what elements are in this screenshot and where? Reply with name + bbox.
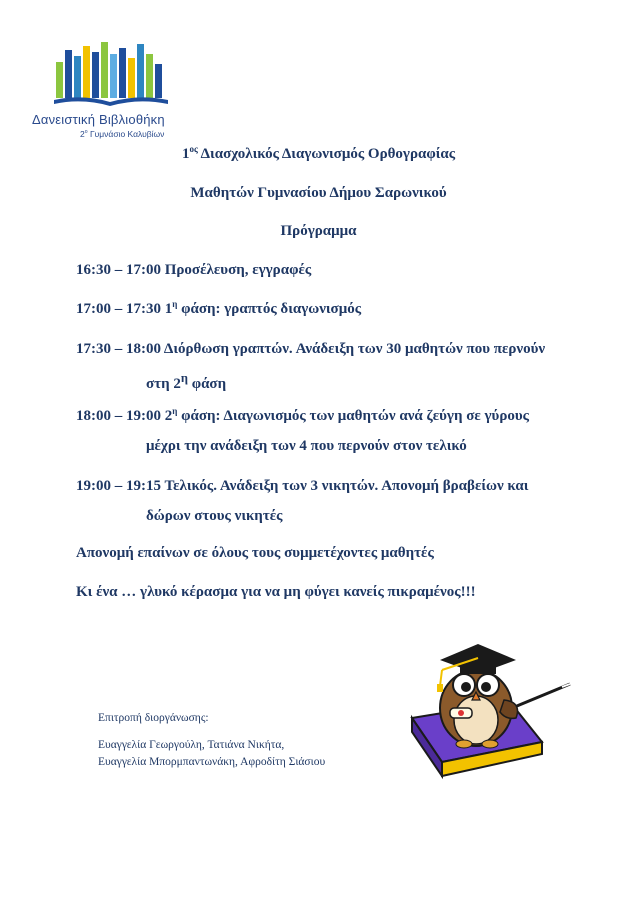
schedule-item-correction-cont: στη $2^\eta$ φάση (146, 371, 227, 392)
schedule-item-pairs-phase: 18:00 – 19:00 $2^\eta$ φάση: Διαγωνισμός των μαθητών ανά ζεύγη σε γύρους (76, 406, 529, 424)
awards-line: Απονομή επαίνων σε όλους τους συμμετέχοντες μαθητές (76, 545, 434, 561)
books-logo-icon (52, 40, 170, 106)
program-heading: Πρόγραμμα (280, 223, 357, 239)
schedule-item-pairs-phase-cont: μέχρι την ανάδειξη των 4 που περνούν στον τελικό (146, 438, 467, 454)
committee-members-line1: Ευαγγελία Γεωργούλη, Τατιάνα Νικήτα, (98, 739, 285, 751)
owl-graduate-on-book-icon (400, 630, 575, 790)
schedule-item-final-cont: δώρων στους νικητές (146, 508, 283, 524)
committee-label: Επιτροπή διοργάνωσης: (98, 712, 209, 724)
library-logo (30, 38, 190, 138)
treat-line: Κι ένα … γλυκό κέρασμα για να μη φύγει κανείς πικραμένος!!! (76, 584, 476, 600)
contest-subtitle: Μαθητών Γυμνασίου Δήμου Σαρωνικού (190, 185, 447, 201)
schedule-item-written-phase: 17:00 – 17:30 $1^\eta$ φάση: γραπτός διαγωνισμός (76, 299, 362, 317)
logo-title: Δανειστική Βιβλιοθήκη (32, 112, 165, 127)
schedule-item-registration: 16:30 – 17:00 Προσέλευση, εγγραφές (76, 262, 312, 278)
committee-members-line2: Ευαγγελία Μπορμπαντωνάκη, Αφροδίτη Σιάσιου (98, 756, 326, 768)
schedule-item-correction: 17:30 – 18:00 Διόρθωση γραπτών. Ανάδειξη των 30 μαθητών που περνούν (76, 341, 546, 357)
logo-subtitle: $2^o$ Γυμνάσιο Καλυβίων (80, 129, 165, 139)
contest-title: $1^{o\varsigma}$ Διασχολικός Διαγωνισμός Ορθογραφίας (181, 144, 456, 162)
schedule-item-final: 19:00 – 19:15 Τελικός. Ανάδειξη των 3 νικητών. Απονομή βραβείων και (76, 478, 529, 494)
